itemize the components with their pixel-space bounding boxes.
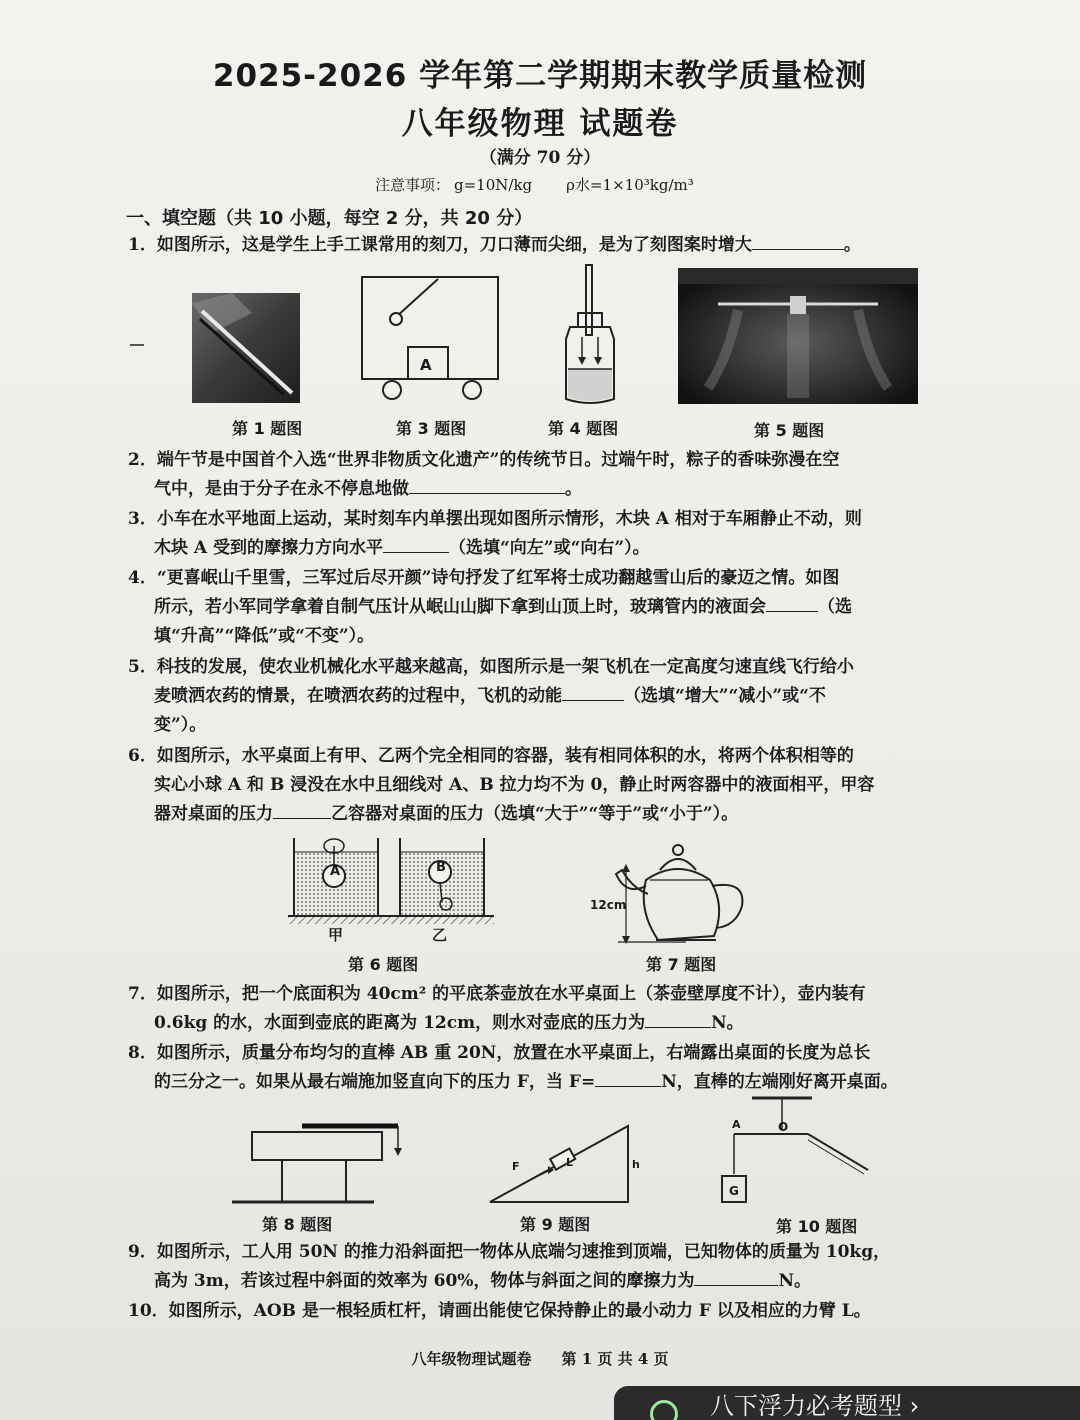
question-8-line2-end: N，直棒的左端刚好离开桌面。 — [661, 1072, 898, 1092]
answer-blank — [273, 800, 331, 819]
notes-label: 注意事项： — [375, 176, 451, 194]
question-5-line2-text: 麦喷洒农药的情景，在喷洒农药的过程中，飞机的动能 — [154, 686, 562, 706]
fig1-caption: 第 1 题图 — [232, 419, 303, 438]
fig7-caption: 第 7 题图 — [646, 955, 717, 974]
fig7-teapot-diagram — [586, 836, 758, 946]
question-1 — [128, 231, 968, 260]
lever-a-label: A — [732, 1118, 741, 1131]
section-heading: 一、填空题（共 10 小题，每空 2 分，共 20 分） — [126, 208, 533, 229]
fig3-cart-diagram — [360, 275, 500, 403]
fig5-caption: 第 5 题图 — [754, 421, 825, 440]
question-7-line2-text: 0.6kg 的水，水面到壶底的距离为 12cm，则水对壶底的压力为 — [154, 1013, 646, 1033]
fig10-lever-diagram — [718, 1094, 870, 1206]
question-5-line2 — [128, 682, 968, 711]
question-8 — [128, 1039, 968, 1097]
question-4-line3: 填“升高”“降低”或“不变”）。 — [154, 626, 375, 646]
question-8-line2 — [128, 1068, 968, 1097]
related-topic-text: 八下浮力必考题型 › — [710, 1392, 920, 1420]
fig9-caption: 第 9 题图 — [520, 1215, 591, 1234]
fig3-caption: 第 3 题图 — [396, 419, 467, 438]
height-12cm-label: 12cm — [590, 898, 627, 912]
note-g: g=10N/kg — [454, 176, 533, 194]
question-4 — [128, 564, 968, 651]
fig3-label-a: A — [420, 356, 432, 374]
answer-blank — [694, 1267, 778, 1286]
fig6-caption: 第 6 题图 — [348, 955, 419, 974]
question-9-line2-text: 高为 3m，若该过程中斜面的效率为 60%，物体与斜面之间的摩擦力为 — [154, 1271, 695, 1291]
notes-line — [375, 174, 728, 195]
exam-subtitle: 八年级物理 试题卷 — [401, 106, 679, 142]
question-7-line2-end: N。 — [711, 1013, 744, 1033]
question-9 — [128, 1238, 968, 1296]
question-6-line3-end: 乙容器对桌面的压力（选填“大于”“等于”或“小于”）。 — [331, 804, 739, 824]
push-force-label: F — [512, 1160, 520, 1173]
fig10-caption: 第 10 题图 — [776, 1217, 858, 1236]
question-4-line2-text: 所示，若小军同学拿着自制气压计从岷山山脚下拿到山顶上时，玻璃管内的液面会 — [154, 597, 766, 617]
question-3-line2-text: 木块 A 受到的摩擦力方向水平 — [154, 538, 384, 558]
question-3-line2-end: （选填“向左”或“向右”）。 — [449, 538, 650, 558]
fig5-plane-photo — [678, 268, 918, 404]
full-score: （满分 70 分） — [479, 148, 601, 168]
question-3-line1: 3．小车在水平地面上运动，某时刻车内单摆出现如图所示情形，木块 A 相对于车厢静止不动，则 — [128, 509, 862, 529]
question-2 — [128, 446, 968, 504]
question-5 — [128, 653, 968, 740]
question-2-end: 。 — [565, 479, 582, 499]
fig4-barometer-bottle — [560, 265, 620, 405]
ball-b-label: B — [436, 860, 446, 875]
search-icon — [650, 1400, 678, 1420]
question-6-line1: 6．如图所示，水平桌面上有甲、乙两个完全相同的容器，装有相同体积的水，将两个体积相等的 — [128, 746, 854, 766]
question-6-line2: 实心小球 A 和 B 浸没在水中且细线对 A、B 拉力均不为 0，静止时两容器中的液面相平，甲容 — [154, 775, 875, 795]
question-7 — [128, 980, 968, 1038]
question-5-line1: 5．科技的发展，使农业机械化水平越来越高，如图所示是一架飞机在一定高度匀速直线飞行给小 — [128, 657, 854, 677]
question-2-line2-text: 气中，是由于分子在永不停息地做 — [154, 479, 409, 499]
question-6 — [128, 742, 968, 829]
question-3-line2 — [128, 534, 968, 563]
question-8-line1: 8．如图所示，质量分布均匀的直棒 AB 重 20N，放置在水平桌面上，右端露出桌面的长度为总长 — [128, 1043, 871, 1063]
answer-blank — [595, 1068, 661, 1087]
fig6-containers-diagram — [288, 832, 498, 932]
question-10 — [128, 1297, 968, 1326]
question-9-line2-end: N。 — [778, 1271, 812, 1291]
weight-g-label: G — [729, 1184, 739, 1198]
question-7-line1: 7．如图所示，把一个底面积为 40cm² 的平底茶壶放在水平桌面上（茶壶壁厚度不计），壶内装有 — [128, 984, 866, 1004]
question-3 — [128, 505, 968, 563]
answer-blank — [645, 1009, 711, 1028]
stray-mark — [130, 344, 144, 346]
answer-blank — [562, 682, 624, 701]
question-1-end: 。 — [843, 235, 861, 255]
question-10-text: 10．如图所示，AOB 是一根轻质杠杆，请画出能使它保持静止的最小动力 F 以及相应的力臂 L。 — [128, 1301, 871, 1321]
note-rho: ρ水=1×10³kg/m³ — [566, 176, 694, 194]
height-label: h — [632, 1158, 640, 1171]
fig4-caption: 第 4 题图 — [548, 419, 619, 438]
page-footer: 八年级物理试题卷 第 1 页 共 4 页 — [411, 1350, 669, 1368]
container-yi-label: 乙 — [432, 926, 448, 944]
fig1-knife-photo — [192, 293, 300, 403]
length-label: L — [566, 1156, 574, 1169]
question-5-line3: 变”）。 — [154, 715, 207, 735]
question-4-line1: 4．“更喜岷山千里雪，三军过后尽开颜”诗句抒发了红军将士成功翻越雪山后的豪迈之情。如图 — [128, 568, 840, 588]
question-1-text: 1．如图所示，这是学生上手工课常用的刻刀，刀口薄而尖细，是为了刻图案时增大 — [128, 235, 752, 255]
related-topic-banner[interactable] — [614, 1386, 1080, 1420]
question-8-line2-text: 的三分之一。如果从最右端施加竖直向下的压力 F，当 F= — [154, 1072, 596, 1092]
fig8-caption: 第 8 题图 — [262, 1215, 333, 1234]
question-7-line2 — [128, 1009, 968, 1038]
question-4-line2-end: （选 — [818, 597, 852, 617]
question-6-line3-text: 器对桌面的压力 — [154, 804, 273, 824]
question-2-line2 — [128, 475, 968, 504]
ball-a-label: A — [330, 864, 341, 879]
fig9-incline-diagram — [488, 1124, 634, 1204]
answer-blank — [752, 231, 844, 250]
answer-blank — [409, 475, 565, 494]
answer-blank — [766, 593, 818, 612]
question-5-line2-end: （选填“增大”“减小”或“不 — [624, 686, 826, 706]
question-4-line2 — [128, 593, 968, 622]
question-9-line2 — [128, 1267, 968, 1296]
pivot-o-label: O — [778, 1120, 789, 1134]
exam-title: 2025-2026 学年第二学期期末教学质量检测 — [212, 58, 868, 94]
fig8-table-rod-diagram — [232, 1112, 412, 1206]
question-6-line3 — [128, 800, 968, 829]
question-2-line1: 2．端午节是中国首个入选“世界非物质文化遗产”的传统节日。过端午时，粽子的香味弥漫在空 — [128, 450, 840, 470]
question-9-line1: 9．如图所示，工人用 50N 的推力沿斜面把一物体从底端匀速推到顶端，已知物体的质量为 10kg， — [128, 1242, 891, 1262]
container-jia-label: 甲 — [328, 926, 344, 944]
answer-blank — [383, 534, 449, 553]
